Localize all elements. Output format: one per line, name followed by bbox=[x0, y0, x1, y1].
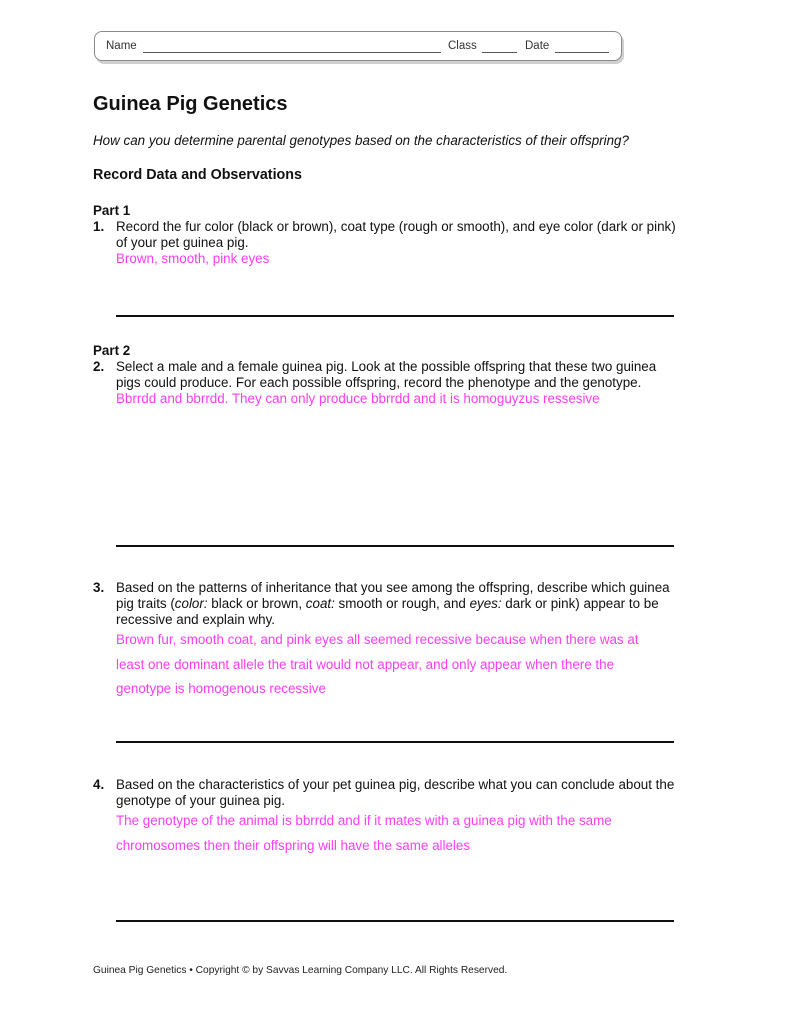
question-prompt bbox=[116, 580, 683, 628]
question-4 bbox=[93, 777, 683, 858]
answer-line-2: chromosomes then their offspring will have the same alleles bbox=[116, 837, 471, 853]
question-prompt: Record the fur color (black or brown), coat type (rough or smooth), and eye color (dark or pink) of your pet guinea pig. bbox=[116, 219, 676, 250]
answer-line-1: The genotype of the animal is bbrrdd and if it mates with a guinea pig with the same bbox=[116, 813, 612, 828]
part-1-label: Part 1 bbox=[93, 203, 131, 218]
footer-copyright: Guinea Pig Genetics • Copyright © by Savvas Learning Company LLC. All Rights Reserved. bbox=[93, 965, 508, 976]
date-field[interactable] bbox=[555, 52, 609, 53]
question-3 bbox=[93, 580, 683, 702]
question-number: 2. bbox=[93, 359, 105, 374]
answer-line bbox=[116, 545, 674, 547]
prompt-part: smooth or rough, and bbox=[334, 596, 470, 611]
page-title: Guinea Pig Genetics bbox=[93, 93, 288, 115]
answer-line-1: Brown fur, smooth coat, and pink eyes all seemed recessive because when there was at bbox=[116, 632, 639, 647]
prompt-part: Based on the patterns of inheritance that you see among the offspring, describe which guinea pig traits ( bbox=[116, 580, 670, 611]
name-field[interactable] bbox=[143, 52, 441, 53]
name-label: Name bbox=[106, 40, 137, 52]
question-1 bbox=[93, 219, 683, 267]
date-label: Date bbox=[525, 40, 550, 52]
question-number: 4. bbox=[93, 777, 105, 792]
header-box bbox=[94, 31, 622, 61]
question-prompt: Select a male and a female guinea pig. Look at the possible offspring that these two guinea pigs could produce. For each possible offspring, record the phenotype and the genotype. bbox=[116, 359, 657, 390]
question-prompt: Based on the characteristics of your pet guinea pig, describe what you can conclude about the genotype of your guinea pig. bbox=[116, 777, 675, 808]
coat-term: coat: bbox=[305, 596, 335, 611]
answer-text[interactable] bbox=[116, 628, 683, 702]
class-field[interactable] bbox=[482, 52, 517, 53]
part-2-label: Part 2 bbox=[93, 343, 131, 358]
answer-line-2: least one dominant allele the trait would not appear, and only appear when there the bbox=[116, 656, 615, 672]
question-number: 1. bbox=[93, 219, 105, 234]
answer-text[interactable]: Bbrrdd and bbrrdd. They can only produce bbrrdd and it is homoguyzus ressesive bbox=[116, 391, 600, 406]
answer-text[interactable] bbox=[116, 809, 683, 858]
answer-line bbox=[116, 920, 674, 922]
color-term: color: bbox=[174, 596, 208, 611]
prompt-part: black or brown, bbox=[207, 596, 306, 611]
question-number: 3. bbox=[93, 580, 105, 595]
section-heading: Record Data and Observations bbox=[93, 167, 302, 183]
answer-text[interactable]: Brown, smooth, pink eyes bbox=[116, 251, 270, 266]
prompt-part: dark or pink) appear to be recessive and explain why. bbox=[116, 596, 659, 627]
answer-line-3: genotype is homogenous recessive bbox=[116, 681, 326, 696]
question-2 bbox=[93, 359, 683, 407]
answer-line bbox=[116, 741, 674, 743]
class-label: Class bbox=[448, 40, 477, 52]
essential-question: How can you determine parental genotypes based on the characteristics of their offspring? bbox=[93, 133, 629, 148]
answer-line bbox=[116, 315, 674, 317]
eyes-term: eyes: bbox=[469, 596, 502, 611]
